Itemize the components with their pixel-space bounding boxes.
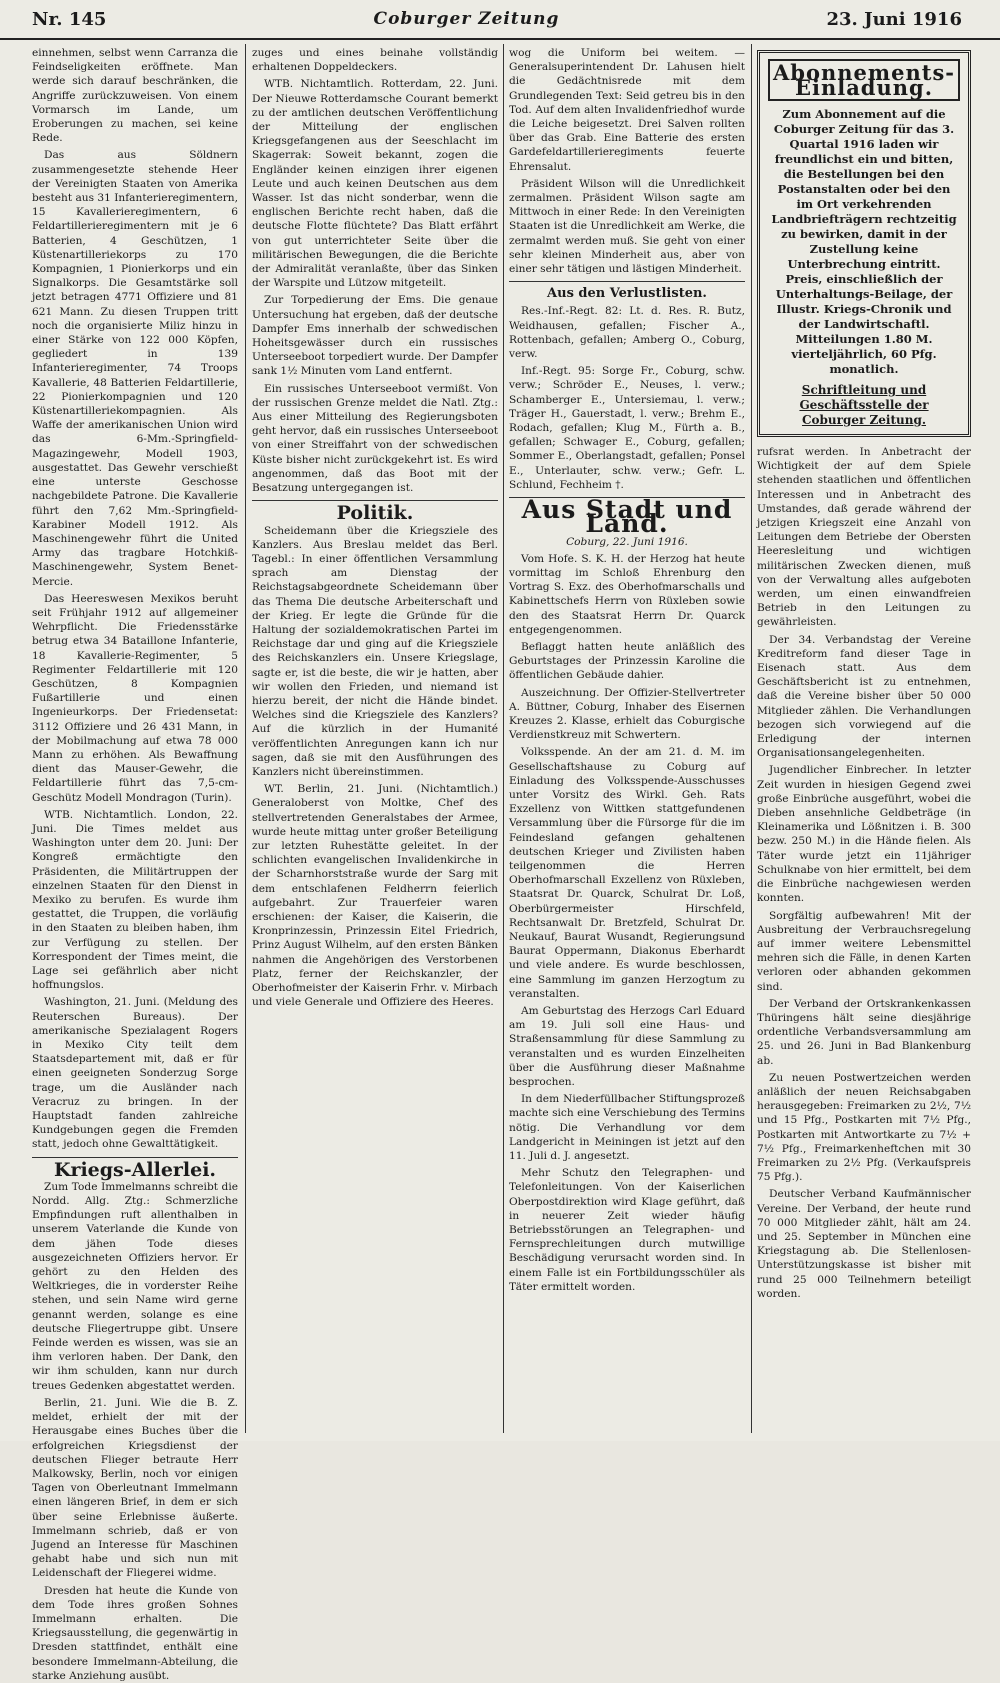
subscription-footer: Schriftleitung und Geschäftsstelle der Coburger Zeitung.	[799, 383, 929, 427]
article-text: WTB. Nichtamtlich. London, 22. Juni. Die Times meldet aus Washington unter dem 20. Juni: Der Kongreß ermächtigte den Präsidenten, die Militärtruppen der einzelnen Staaten für den Dienst in Mexiko zu berufen. Es wurde ihm gestattet, die Truppen, die vorläufig in den Staaten zu bleiben haben, ihm zur Verfügung zu stellen. Der Korrespondent der Times meint, die Lage sei gefährlich aber nicht hoffnungslos.	[32, 808, 238, 992]
article-text: Jugendlicher Einbrecher. In letzter Zeit wurden in hiesigen Gegend zwei große Einbrüche ausgeführt, wobei die Dieben ansehnliche Geldbeträge (in Kleinamerika und Lößnitzen i. B. 300 bezw. 250 M.) in die Hände fielen. Als Täter wurde jetzt ein 11jähriger Schulknabe von hier ermittelt, bei dem die Einbrüche nachgewiesen werden konnten.	[757, 764, 971, 905]
article-text: zuges und eines beinahe vollständig erhaltenen Doppeldeckers.	[252, 47, 498, 74]
article-text: Deutscher Verband Kaufmännischer Vereine. Der Verband, der heute rund 70 000 Mitglieder zählt, hält am 24. und 25. September in München eine Kriegstagung ab. Die Stellenlosen-Unterstützungskasse ist bisher mit rund 25 000 Teilnehmern beteiligt worden.	[757, 1188, 971, 1300]
column-rule	[245, 44, 246, 1433]
article-text: Sorgfältig aufbewahren! Mit der Ausbreitung der Verbrauchsregelung auf immer weitere Lebensmittel mehren sich die Fälle, in denen Karten verloren oder abhanden gekommen sind.	[757, 909, 971, 993]
article-text: Vom Hofe. S. K. H. der Herzog hat heute vormittag im Schloß Ehrenburg den Vortrag S. Exz. des Oberhofmarschalls und Kabinettschefs Herrn von Rüxleben sowie den des Staatsrat Herrn Dr. Quarck entgegengenommen.	[509, 552, 745, 636]
divider	[509, 281, 745, 282]
article-text: Beflaggt hatten heute anläßlich des Geburtstages der Prinzessin Karoline die öffentlichen Gebäude dahier.	[509, 640, 745, 682]
article-text: In dem Niederfüllbacher Stiftungsprozeß machte sich eine Verschiebung des Termins nötig. Die Verhandlung vor dem Landgericht in Meiningen ist jetzt auf den 11. Juli d. J. angesetzt.	[509, 1093, 745, 1163]
article-text: WT. Berlin, 21. Juni. (Nichtamtlich.) Generaloberst von Moltke, Chef des stellvertretenden Generalstabes der Armee, wurde heute mittag unter großer Beteiligung zur letzten Ruhestätte geleitet. In der schlichten evangelischen Invalidenkirche in der Scharnhorststraße wurde der Sarg mit dem entschlafenen Feldherrn feierlich aufgebahrt. Zur Trauerfeier waren erschienen: der Kaiser, die Kaiserin, die Kronprinzessin, Prinzessin Eitel Friedrich, Prinz August Wilhelm, auf den ersten Bänken nahmen die Angehörigen des Verstorbenen Platz, ferner der Reichskanzler, der Oberhofmeister der Kaiserin Frhr. v. Mirbach und viele Generale und Offiziere des Heeres.	[252, 783, 498, 1009]
article-text: Auszeichnung. Der Offizier-Stellvertreter A. Büttner, Coburg, Inhaber des Eisernen Kreuzes 2. Klasse, erhielt das Coburgische Verdienstkreuz mit Schwertern.	[509, 686, 745, 742]
column-rule	[503, 44, 504, 1433]
column-2	[252, 46, 498, 1431]
issue-date: 23. Juni 1916	[826, 8, 962, 30]
subscription-title: Abonnements-Einladung.	[768, 59, 960, 101]
article-text: Am Geburtstag des Herzogs Carl Eduard am 19. Juli soll eine Haus- und Straßensammlung für diese Sammlung zu veranstalten und es wurden Einzelheiten über die Ausführung dieser Maßnahme besprochen.	[509, 1005, 745, 1089]
article-text: Volksspende. An der am 21. d. M. im Gesellschaftshause zu Coburg auf Einladung des Volksspende-Ausschusses unter Vorsitz des Wirkl. Geh. Rats Exzellenz von Wittken stattgefundenen Versammlung über die Fürsorge für die im Feindesland gefangen gehaltenen deutschen Krieger und Zivilisten haben teilgenommen die Herren Oberhofmarschall Exzellenz von Rüxleben, Staatsrat Dr. Quarck, Schulrat Dr. Loß, Oberbürgermeister Hirschfeld, Rechtsanwalt Dr. Bretzfeld, Schulrat Dr. Neukauf, Baurat Wusandt, Regierungsund Baurat Oppermann, Diakonus Eberhardt und viele andere. Es wurde beschlossen, eine Sammlung im ganzen Herzogtum zu veranstalten.	[509, 746, 745, 1000]
article-text: Inf.-Regt. 95: Sorge Fr., Coburg, schw. verw.; Schröder E., Neuses, l. verw.; Schamberger E., Untersiemau, l. verw.; Träger H., Gauerstadt, l. verw.; Brehm E., Rodach, gefallen; Klug M., Fürth a. B., gefallen; Schwager E., Coburg, gefallen; Sommer E., Oberlangstadt, gefallen; Ponsel E., Unterlauter, schw. verw.; Gefr. L. Schlund, Fechheim †.	[509, 365, 745, 491]
issue-number: Nr. 145	[32, 8, 107, 30]
article-text: Ein russisches Unterseeboot vermißt. Von der russischen Grenze meldet die Natl. Ztg.: Aus einer Mitteilung des Regierungsboten geht hervor, daß ein russisches Unterseeboot von einer Streiffahrt von der schwedischen Küste bisher nicht zurückgekehrt ist. Es wird angenommen, daß das Boot mit der Besatzung untergegangen ist.	[252, 382, 498, 495]
article-text: Der Verband der Ortskrankenkassen Thüringens hält seine diesjährige ordentliche Verbandsversammlung am 25. und 26. Juni in Bad Blankenburg ab.	[757, 997, 971, 1067]
column-3	[509, 46, 745, 1431]
article-text: Washington, 21. Juni. (Meldung des Reuterschen Bureaus). Der amerikanische Spezialagent Rogers in Mexiko City teilt dem Staatsdepartement mit, daß er für einen geeigneten Sonderzug Sorge trage, um die Ausländer nach Veracruz zu bringen. In der Hauptstadt fanden zahlreiche Kundgebungen gegen die Fremden statt, jedoch ohne Gewalttätigkeit.	[32, 996, 238, 1151]
article-text: rufsrat werden. In Anbetracht der Wichtigkeit der auf dem Spiele stehenden staatlichen und öffentlichen Interessen und in Anbetracht des Umstandes, daß gerade während der jetzigen Kriegszeit eine Anzahl von Leitungen dem Betriebe der Obersten Heeresleitung und wichtigen militärischen Zwecken dienen, muß von der Verwaltung alles aufgeboten werden, um einen einwandfreien Betrieb in den Leitungen zu gewährleisten.	[757, 446, 971, 629]
newspaper-title: Coburger Zeitung	[373, 9, 560, 29]
masthead	[0, 0, 1000, 40]
article-text: wog die Uniform bei weitem. — Generalsuperintendent Dr. Lahusen hielt die Gedächtnisrede mit dem Grundlegenden Text: Seid getreu bis in den Tod. Auf dem alten Invalidenfriedhof wurde die Leiche beigesetzt. Drei Salven rollten über das Grab. Eine Batterie des ersten Gardefeldartillerieregiments feuerte Ehrensalut.	[509, 47, 745, 173]
article-text: Berlin, 21. Juni. Wie die B. Z. meldet, erhielt der mit der Herausgabe eines Buches über die erfolgreichen Kriegsdienst der deutschen Flieger betraute Herr Malkowsky, Berlin, noch vor einigen Tagen von Oberleutnant Immelmann einen längeren Brief, in dem er sich über seine Erlebnisse äußerte. Immelmann schrieb, daß er von Jugend an Interesse für Maschinen gehabt habe und sich nun mit Leidenschaft der Fliegerei widme.	[32, 1396, 238, 1580]
article-text: Zur Torpedierung der Ems. Die genaue Untersuchung hat ergeben, daß der deutsche Dampfer Ems innerhalb der schwedischen Hoheitsgewässer durch ein russisches Unterseeboot torpediert wurde. Der Dampfer sank 1½ Minuten vom Land entfernt.	[252, 294, 498, 378]
divider	[252, 500, 498, 501]
section-subheading: Aus den Verlustlisten.	[547, 286, 707, 302]
article-text: Präsident Wilson will die Unredlichkeit zermalmen. Präsident Wilson sagte am Mittwoch in einer Rede: In den Vereinigten Staaten ist die Unredlichkeit am Werke, die zermalmt werden muß. Sie geht von einer sehr kleinen Minderheit aus, aber von einer sehr tätigen und lästigen Minderheit.	[509, 177, 745, 276]
section-heading: Kriegs-Allerlei.	[53, 1158, 217, 1181]
article-text: WTB. Nichtamtlich. Rotterdam, 22. Juni. Der Nieuwe Rotterdamsche Courant bemerkt zu der amtlichen deutschen Veröffentlichung der Mitteilung der englischen Kriegsgefangenen aus der Seeschlacht im Skagerrak: Soweit bekannt, zogen die Engländer keinen einzigen ihrer eigenen Leute und auch keinen Deutschen aus dem Wasser. Ist das nicht sonderbar, wenn die englischen Berichte recht haben, daß die deutsche Flotte flüchtete? Das Blatt erfährt von gut unterrichteter Seite über die militärischen Bewegungen, die die Berichte der Admiralität veranlaßte, über das Sinken der Warspite und Lützow mitgeteilt.	[252, 78, 498, 290]
article-text: Das Heereswesen Mexikos beruht seit Frühjahr 1912 auf allgemeiner Wehrpflicht. Die Friedensstärke betrug etwa 34 Bataillone Infanterie, 18 Kavallerie-Regimenter, 5 Regimenter Feldartillerie mit 120 Geschützen, 8 Kompagnien Fußartillerie und einen Ingenieurkorps. Der Friedensetat: 3112 Offiziere und 26 431 Mann, in der Mobilmachung auf etwa 78 000 Mann zu erhöhen. Als Bewaffnung dient das Mauser-Gewehr, die Feldartillerie führt das 7,5-cm-Geschütz Modell Mondragon (Turin).	[32, 592, 238, 804]
section-heading: Politik.	[336, 502, 414, 525]
subscription-text: Zum Abonnement auf die Coburger Zeitung für das 3. Quartal 1916 laden wir freundlichst ein und bitten, die Bestellungen bei den Postanstalten oder bei den im Ort verkehrenden Landbriefträgern rechtzeitig zu bewirken, damit in der Zustellung keine Unterbrechung eintritt. Preis, einschließlich der Unterhaltungs-Beilage, der Illustr. Kriegs-Chronik und der Landwirtschaftl. Mitteilungen 1.80 M. vierteljährlich, 60 Pfg. monatlich.	[771, 107, 957, 376]
article-text: Mehr Schutz den Telegraphen- und Telefonleitungen. Von der Kaiserlichen Oberpostdirektion wird Klage geführt, daß in neuerer Zeit wieder häufig Betriebsstörungen an Telegraphen- und Fernsprechleitungen durch mutwillige Beschädigung verursacht worden sind. In einem Falle ist ein Fortbildungsschüler als Täter ermittelt worden.	[509, 1167, 745, 1293]
divider	[32, 1157, 238, 1158]
article-text: Zum Tode Immelmanns schreibt die Nordd. Allg. Ztg.: Schmerzliche Empfindungen ruft allenthalben in unserem Vaterlande die Kunde von dem jähen Tode dieses ausgezeichneten Offiziers hervor. Er gehört zu den Helden des Weltkrieges, die in vorderster Reihe stehen, und sein Name wird gerne genannt werden, solange es eine deutsche Fliegertruppe gibt. Unsere Feinde werden es wissen, was sie an ihm verloren haben. Der Dank, den wir ihm schulden, kann nur durch treues Gedenken abgestattet werden.	[32, 1180, 238, 1392]
dateline: Coburg, 22. Juni 1916.	[566, 535, 688, 548]
article-text: Scheidemann über die Kriegsziele des Kanzlers. Aus Breslau meldet das Berl. Tagebl.: In einer öffentlichen Versammlung sprach am Dienstag der Reichstagsabgeordnete Scheidemann über das Thema Die deutsche Arbeiterschaft und der Krieg. Er legte die Gründe für die Haltung der sozialdemokratischen Partei im Reichstage dar und ging auf die Kriegsziele des Reichskanzlers ein. Unsere Kriegslage, sagte er, ist die beste, die wir je hatten, aber wir wollen den Frieden, und niemand ist hierzu bereit, der nicht die Hände bindet. Welches sind die Kriegsziele des Kanzlers? Auf die kürzlich in der Humanité veröffentlichten Anregungen kann ich nur sagen, daß sie mit den Ausführungen des Kanzlers nicht übereinstimmen.	[252, 524, 498, 778]
article-text: Der 34. Verbandstag der Vereine Kreditreform fand dieser Tage in Eisenach statt. Aus dem Geschäftsbericht ist zu entnehmen, daß die Vereine bisher über 50 000 Mitglieder zählen. Die Verhandlungen bezogen sich vorwiegend auf die Erledigung der internen Organisationsangelegenheiten.	[757, 633, 971, 760]
article-text: einnehmen, selbst wenn Carranza die Feindseligkeiten eröffnete. Man werde sich darauf beschränken, die Angriffe zurückzuweisen. Von einem Vormarsch im Lande, um Eroberungen zu machen, sei keine Rede.	[32, 47, 238, 145]
article-text: Das aus Söldnern zusammengesetzte stehende Heer der Vereinigten Staaten von Amerika besteht aus 31 Infanterieregimentern, 15 Kavallerieregimentern, 6 Feldartillerieregimentern mit je 6 Batterien, 4 Geschützen, 1 Küstenartilleriekorps zu 170 Kompagnien, 1 Pionierkorps und ein Signalkorps. Die Gesamtstärke soll jetzt betragen 4771 Offiziere und 81 621 Mann. Zu diesen Truppen tritt noch die organisierte Miliz hinzu in einer Stärke von 122 000 Köpfen, gegliedert in 139 Infanterieregimenter, 74 Troops Kavallerie, 48 Batterien Feldartillerie, 22 Pionierkompagnien und 120 Küstenartilleriekompagnien. Als Waffe der amerikanischen Union wird das 6-Mm.-Springfield-Magazingewehr, Modell 1903, ausgestattet. Das Gewehr verschießt eine unterste Geschosse nachgebildete Patrone. Die Kavallerie führt den 7,62 Mm.-Springfield-Karabiner Modell 1912. Als Maschinengewehr führt die United Army das tragbare Hotchkiß-Maschinengewehr, System Benet-Mercie.	[32, 149, 238, 588]
article-text: Zu neuen Postwertzeichen werden anläßlich der neuen Reichsabgaben herausgegeben: Freimarken zu 2½, 7½ und 15 Pfg., Postkarten mit 7½ Pfg., Postkarten mit Antwortkarte zu 7½ + 7½ Pfg., Freimarkenheftchen mit 30 Freimarken zu 2½ Pfg. (Verkaufspreis 75 Pfg.).	[757, 1071, 971, 1184]
article-text: Res.-Inf.-Regt. 82: Lt. d. Res. R. Butz, Weidhausen, gefallen; Fischer A., Rottenbach, gefallen; Amberg O., Coburg, verw.	[509, 305, 745, 361]
column-rule	[751, 44, 752, 1433]
column-4	[757, 46, 971, 1431]
section-heading: Aus Stadt und Land.	[521, 495, 733, 539]
subscription-notice	[757, 50, 971, 437]
article-text: Dresden hat heute die Kunde von dem Tode ihres großen Sohnes Immelmann erhalten. Die Kriegsausstellung, die gegenwärtig in Dresden stattfindet, enthält eine besondere Immelmann-Abteilung, die starke Anziehung ausübt.	[32, 1584, 238, 1682]
column-1	[32, 46, 238, 1682]
